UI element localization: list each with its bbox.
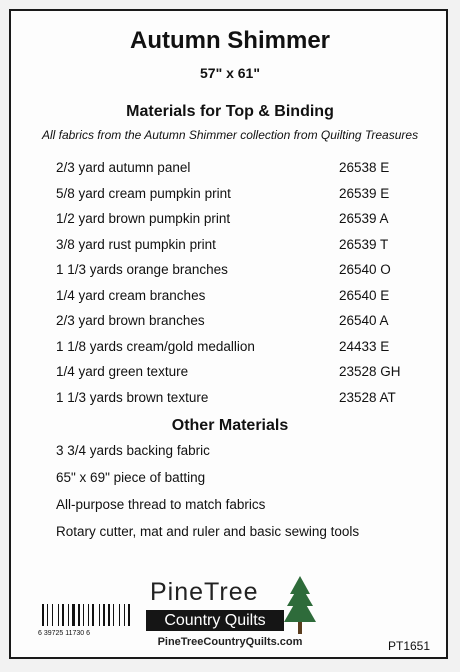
material-description: 3/8 yard rust pumpkin print [56, 236, 216, 252]
material-description: 5/8 yard cream pumpkin print [56, 185, 231, 201]
website-url: PineTreeCountryQuilts.com [157, 636, 303, 648]
material-row [56, 364, 416, 390]
other-material-item: 3 3/4 yards backing fabric [56, 443, 210, 458]
pattern-sku: PT1651 [388, 639, 431, 653]
material-row [56, 186, 416, 212]
fabric-code: 26540 A [339, 313, 389, 328]
fabric-code: 23528 AT [339, 389, 396, 405]
fabric-code: 26540 O [339, 262, 391, 277]
quilt-size: 57" x 61" [200, 65, 260, 81]
material-description: 1 1/3 yards orange branches [56, 262, 228, 277]
fabric-code: 24433 E [339, 338, 390, 354]
other-materials-heading: Other Materials [171, 417, 289, 434]
material-row [56, 339, 416, 365]
material-description: 1 1/8 yards cream/gold medallion [56, 338, 255, 354]
material-row [56, 390, 416, 416]
fabric-code: 26539 T [339, 236, 389, 252]
fabric-code: 26540 E [339, 287, 390, 303]
material-description: 2/3 yard brown branches [56, 313, 205, 328]
materials-heading: Materials for Top & Binding [126, 103, 334, 120]
material-description: 1/2 yard brown pumpkin print [56, 211, 231, 226]
material-row [56, 237, 416, 263]
material-row [56, 160, 416, 186]
material-row [56, 262, 416, 288]
logo-wordmark: PineTree [150, 578, 259, 606]
material-description: 1/4 yard cream branches [56, 287, 206, 303]
materials-list [56, 160, 416, 415]
logo-banner: Country Quilts [146, 610, 284, 631]
material-row [56, 288, 416, 314]
fabric-code: 23528 GH [339, 364, 401, 379]
barcode [36, 602, 136, 636]
material-row [56, 211, 416, 237]
pine-tree-icon [282, 574, 318, 636]
other-material-item: 65" x 69" piece of batting [56, 470, 206, 485]
fabric-code: 26539 E [339, 185, 390, 201]
other-materials-list [56, 443, 359, 551]
material-description: 1 1/3 yards brown texture [56, 389, 209, 405]
other-material-item: Rotary cutter, mat and ruler and basic sewing tools [56, 524, 360, 539]
material-description: 1/4 yard green texture [56, 364, 189, 379]
fabric-collection-note: All fabrics from the Autumn Shimmer collection from Quilting Treasures [41, 128, 419, 142]
pattern-title: Autumn Shimmer [129, 27, 330, 54]
material-row [56, 313, 416, 339]
barcode-digits: 6 39725 11730 6 [38, 630, 91, 636]
material-description: 2/3 yard autumn panel [56, 160, 191, 175]
fabric-code: 26538 E [339, 160, 390, 175]
other-material-item: All-purpose thread to match fabrics [56, 497, 266, 512]
fabric-code: 26539 A [339, 211, 389, 226]
